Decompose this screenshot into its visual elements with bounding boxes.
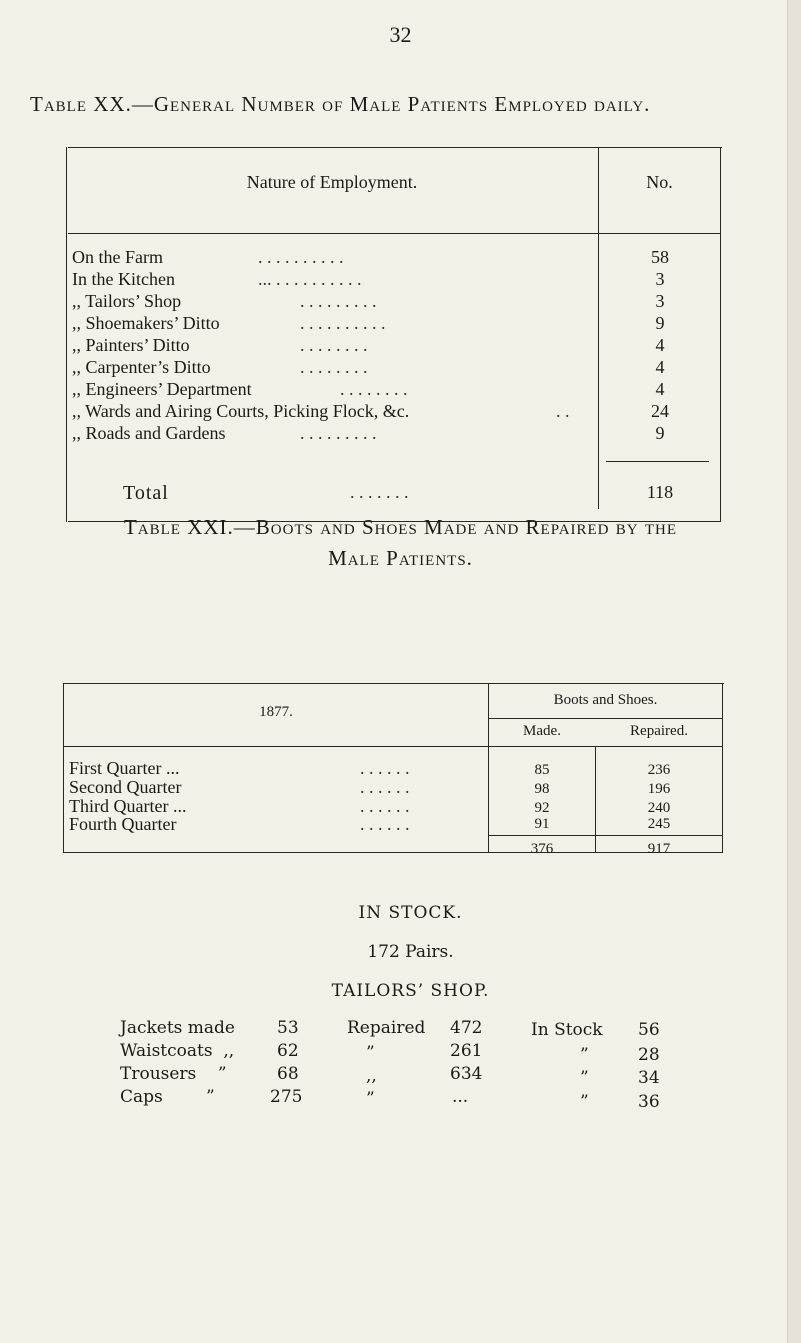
page-edge [787, 0, 801, 1343]
tailor-stock: 28 [638, 1045, 660, 1065]
quarter-dots: . . . . . . [360, 796, 410, 816]
row-label: ,, Wards and Airing Courts, Picking Flock, &c. [72, 401, 410, 421]
total-label: Total [123, 482, 169, 504]
tailor-item: Jackets made [120, 1018, 235, 1038]
row-value: 9 [655, 423, 665, 443]
total-made: 376 [530, 841, 554, 857]
row-dots: . . . . . . . . . [300, 291, 377, 311]
quarter-dots: . . . . . . [360, 814, 410, 834]
quarter-dots: . . . . . . [360, 777, 410, 797]
header-number: No. [646, 172, 673, 192]
tailor-stock: 36 [638, 1092, 660, 1112]
quarter-label: Second Quarter [69, 777, 182, 797]
table-21-total-rule [488, 835, 722, 836]
quarter-made: 98 [534, 781, 550, 797]
row-value: 9 [655, 313, 665, 333]
quarter-made: 91 [534, 816, 550, 832]
quarter-label: Fourth Quarter [69, 814, 177, 834]
tailor-repaired: ... [452, 1087, 469, 1107]
tailor-item: Caps ” [120, 1087, 215, 1107]
total-dots: . . . . . . . [350, 482, 409, 502]
quarter-label: First Quarter ... [69, 758, 180, 778]
table-20-left-rule [66, 147, 67, 522]
tailor-stock-label: ” [580, 1068, 589, 1088]
total-value: 118 [646, 482, 674, 502]
tailor-made: 62 [277, 1041, 299, 1061]
row-label: ,, Tailors’ Shop [72, 291, 182, 311]
row-dots: . . . . . . . . . . [300, 313, 386, 333]
quarter-dots: . . . . . . [360, 758, 410, 778]
tailor-repaired: 472 [450, 1018, 483, 1038]
tailor-stock-label: ” [580, 1092, 589, 1112]
row-dots: . . . . . . . . [340, 379, 408, 399]
row-label: In the Kitchen [72, 269, 175, 289]
row-dots: ... . . . . . . . . . . [258, 269, 362, 289]
tailor-repaired-label: ” [366, 1043, 375, 1063]
row-dots: . . . . . . . . [300, 357, 368, 377]
total-repaired: 917 [647, 841, 671, 857]
tailor-made: 68 [277, 1064, 299, 1084]
row-value: 3 [655, 291, 665, 311]
tailors-shop-heading: TAILORS’ SHOP. [331, 981, 490, 1001]
quarter-label: Third Quarter ... [69, 796, 187, 816]
row-value: 24 [651, 401, 669, 421]
table-20-header-rule [68, 233, 720, 234]
row-label: ,, Painters’ Ditto [72, 335, 190, 355]
tailor-repaired-label: ,, [366, 1066, 377, 1086]
page-number: 32 [389, 22, 412, 47]
quarter-repaired: 236 [647, 762, 671, 778]
tailor-stock-label: ” [580, 1045, 589, 1065]
quarter-repaired: 245 [647, 816, 671, 832]
in-stock-heading: IN STOCK. [358, 903, 463, 923]
row-dots: . . . . . . . . . [300, 423, 377, 443]
row-value: 4 [655, 335, 665, 355]
row-dots: . . . . . . . . . . [258, 247, 344, 267]
header-made: Made. [523, 723, 561, 739]
tailor-repaired-label: ” [366, 1089, 375, 1109]
row-label: ,, Roads and Gardens [72, 423, 226, 443]
row-dots: . . [556, 401, 570, 421]
row-label: ,, Carpenter’s Ditto [72, 357, 211, 377]
header-year: 1877. [259, 704, 293, 720]
row-value: 4 [655, 379, 665, 399]
table-21-title [0, 512, 801, 574]
table-21-title-line1: Table XXI.—Boots and Shoes Made and Repaired by the [123, 515, 678, 539]
tailor-stock-label: In Stock [531, 1020, 603, 1040]
table-21-top-rule [64, 683, 724, 684]
row-dots: . . . . . . . . [300, 335, 368, 355]
quarter-made: 85 [534, 762, 550, 778]
table-20-total-rule [606, 461, 709, 462]
row-value: 4 [655, 357, 665, 377]
row-value: 58 [651, 247, 669, 267]
tailor-made: 53 [277, 1018, 299, 1038]
header-repaired: Repaired. [630, 723, 688, 739]
header-boots-and-shoes: Boots and Shoes. [553, 692, 658, 708]
quarter-repaired: 240 [647, 800, 671, 816]
table-20-title: Table XX.—General Number of Male Patients Employed daily. [30, 92, 651, 116]
tailor-stock: 56 [638, 1020, 660, 1040]
row-label: On the Farm [72, 247, 163, 267]
tailor-item: Waistcoats ,, [120, 1041, 235, 1061]
table-21-group-rule [488, 718, 722, 719]
tailor-repaired-label: Repaired [347, 1018, 426, 1038]
in-stock-value: 172 Pairs. [367, 942, 454, 962]
row-label: ,, Shoemakers’ Ditto [72, 313, 220, 333]
tailor-made: 275 [270, 1087, 303, 1107]
tailor-stock: 34 [638, 1068, 660, 1088]
row-label: ,, Engineers’ Department [72, 379, 252, 399]
quarter-made: 92 [534, 800, 550, 816]
row-value: 3 [655, 269, 665, 289]
tailor-repaired: 261 [450, 1041, 483, 1061]
quarter-repaired: 196 [647, 781, 671, 797]
table-21-header-rule [64, 746, 722, 747]
table-21-title-line2: Male Patients. [328, 546, 473, 570]
tailor-repaired: 634 [450, 1064, 483, 1084]
header-nature-of-employment: Nature of Employment. [246, 172, 418, 192]
table-21-right-rule [722, 683, 723, 853]
table-20-top-rule [68, 147, 722, 148]
table-20-right-rule [720, 147, 721, 522]
table-20-column-rule [598, 147, 599, 509]
tailor-item: Trousers ” [120, 1064, 227, 1084]
